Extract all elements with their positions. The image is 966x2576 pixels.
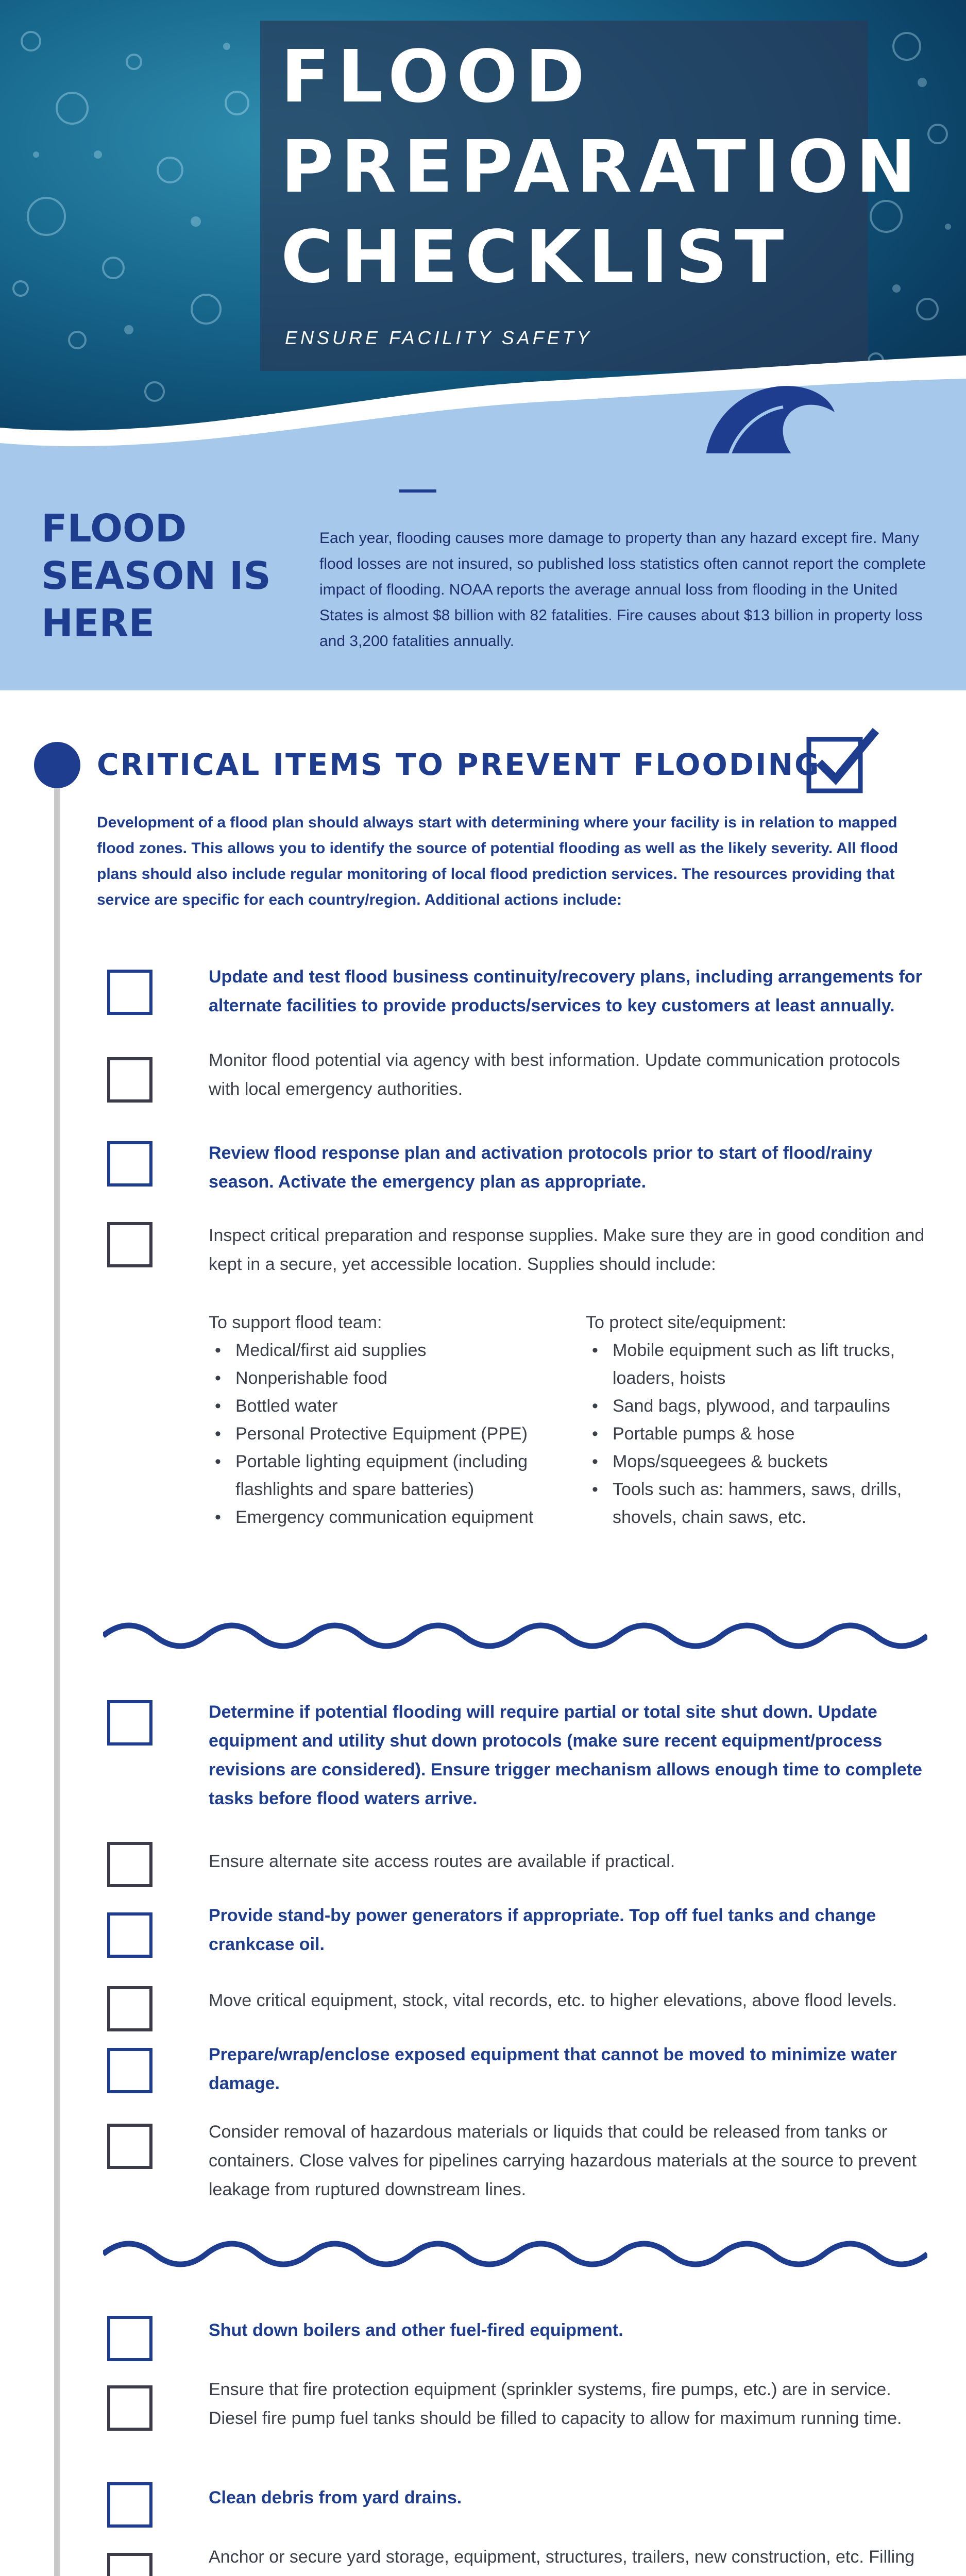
critical-items-title: CRITICAL ITEMS TO PREVENT FLOODING <box>97 747 821 782</box>
item-10-text: Consider removal of hazardous materials or liquids that could be released from tanks or containers. Close valves for pipelines carrying hazardous materials at the source to prevent leakage from ruptured downstream lines. <box>209 2122 917 2199</box>
wave-icon <box>696 371 840 464</box>
site-list-item: • Portable pumps & hose <box>586 1420 926 1448</box>
team-list-item: • Medical/first aid supplies <box>209 1336 559 1364</box>
supplies-team-list <box>209 1309 559 1531</box>
title-line-3: CHECKLIST <box>281 215 791 299</box>
item-8-text: Move critical equipment, stock, vital records, etc. to higher elevations, above flood levels. <box>209 1991 897 2010</box>
season-title <box>41 505 271 647</box>
supplies-site-list <box>586 1309 926 1531</box>
checkbox-item-13[interactable] <box>107 2482 152 2528</box>
site-list-item: • Mobile equipment such as lift trucks, loaders, hoists <box>586 1336 926 1392</box>
team-list-heading: To support flood team: <box>209 1313 382 1332</box>
checkbox-item-2[interactable] <box>107 1057 152 1103</box>
checkbox-item-9[interactable] <box>107 2048 152 2093</box>
item-6-text: Ensure alternate site access routes are available if practical. <box>209 1852 675 1871</box>
item-11-text: Shut down boilers and other fuel-fired equipment. <box>209 2320 623 2340</box>
checkbox-item-1[interactable] <box>107 970 152 1015</box>
checkbox-item-5[interactable] <box>107 1700 152 1745</box>
site-list-item: • Mops/squeegees & buckets <box>586 1448 926 1476</box>
checkbox-item-12[interactable] <box>107 2385 152 2431</box>
item-14-text: Anchor or secure yard storage, equipment, structures, trailers, new construction, etc. Filling <box>209 2547 915 2567</box>
wave-divider-1 <box>103 1613 927 1654</box>
season-title-line-2: SEASON IS <box>41 554 271 598</box>
site-list-heading: To protect site/equipment: <box>586 1313 787 1332</box>
season-divider-dash <box>399 489 436 493</box>
item-2-text: Monitor flood potential via agency with best information. Update communication protocols with local emergency authorities. <box>209 1050 900 1099</box>
checkbox-item-14[interactable] <box>107 2553 152 2576</box>
checkbox-item-3[interactable] <box>107 1141 152 1187</box>
item-1-text: Update and test flood business continuity/recovery plans, including arrangements for alternate facilities to provide products/services to key customers at least annually. <box>209 967 922 1015</box>
checkbox-item-11[interactable] <box>107 2316 152 2361</box>
team-list-item: • Bottled water <box>209 1392 559 1420</box>
item-4-text: Inspect critical preparation and response supplies. Make sure they are in good condition and kept in a secure, yet accessible location. Supplies should include: <box>209 1226 925 1274</box>
critical-intro-text: Development of a flood plan should always start with determining where your facility is in relation to mapped flood zones. This allows you to identify the source of potential flooding as well as the likely severity. All flood plans should also include regular monitoring of local flood prediction services. The resources providing that service are specific for each country/region. Additional actions include: <box>97 814 899 908</box>
site-list-item: • Tools such as: hammers, saws, drills, shovels, chain saws, etc. <box>586 1476 926 1531</box>
timeline-line <box>54 761 60 2576</box>
team-list-item: • Portable lighting equipment (including flashlights and spare batteries) <box>209 1448 559 1503</box>
checkbox-item-6[interactable] <box>107 1842 152 1887</box>
checkbox-check-icon <box>804 726 881 793</box>
checkbox-item-7[interactable] <box>107 1912 152 1958</box>
checkbox-item-8[interactable] <box>107 1986 152 2031</box>
title-line-2: PREPARATION <box>281 125 924 209</box>
season-title-line-1: FLOOD <box>41 506 187 551</box>
season-title-line-3: HERE <box>41 601 155 646</box>
flood-season-section <box>0 453 966 690</box>
item-3-text: Review flood response plan and activation protocols prior to start of flood/rainy season. Activate the emergency plan as appropriate. <box>209 1143 873 1192</box>
timeline-dot <box>34 742 80 788</box>
item-9-text: Prepare/wrap/enclose exposed equipment that cannot be moved to minimize water damage. <box>209 2045 897 2093</box>
team-list-item: • Nonperishable food <box>209 1364 559 1392</box>
site-list-item: • Sand bags, plywood, and tarpaulins <box>586 1392 926 1420</box>
wave-divider-2 <box>103 2231 927 2272</box>
item-13-text: Clean debris from yard drains. <box>209 2488 462 2507</box>
item-12-text: Ensure that fire protection equipment (sprinkler systems, fire pumps, etc.) are in service. Diesel fire pump fuel tanks should be filled to capacity to allow for maximum running time. <box>209 2380 902 2428</box>
checkbox-item-4[interactable] <box>107 1222 152 1267</box>
season-description: Each year, flooding causes more damage to property than any hazard except fire. Many flood losses are not insured, so published loss statistics often cannot report the complete impact of flooding. NOAA reports the average annual loss from flooding in the United States is almost $8 billion with 82 fatalities. Fire causes about $13 billion in property loss and 3,200 fatalities annually. <box>319 530 926 650</box>
header-banner <box>0 0 966 464</box>
team-list-item: • Personal Protective Equipment (PPE) <box>209 1420 559 1448</box>
item-7-text: Provide stand-by power generators if appropriate. Top off fuel tanks and change crankcase oil. <box>209 1906 876 1954</box>
title-line-1: FLOOD <box>281 35 592 119</box>
subtitle: ENSURE FACILITY SAFETY <box>285 327 592 348</box>
team-list-item: • Emergency communication equipment <box>209 1503 559 1531</box>
checkbox-item-10[interactable] <box>107 2124 152 2169</box>
item-5-text: Determine if potential flooding will require partial or total site shut down. Update equipment and utility shut down protocols (make sure recent equipment/process revisions are considered). Ensure trigger mechanism allows enough time to complete tasks before flood waters arrive. <box>209 1702 922 1808</box>
